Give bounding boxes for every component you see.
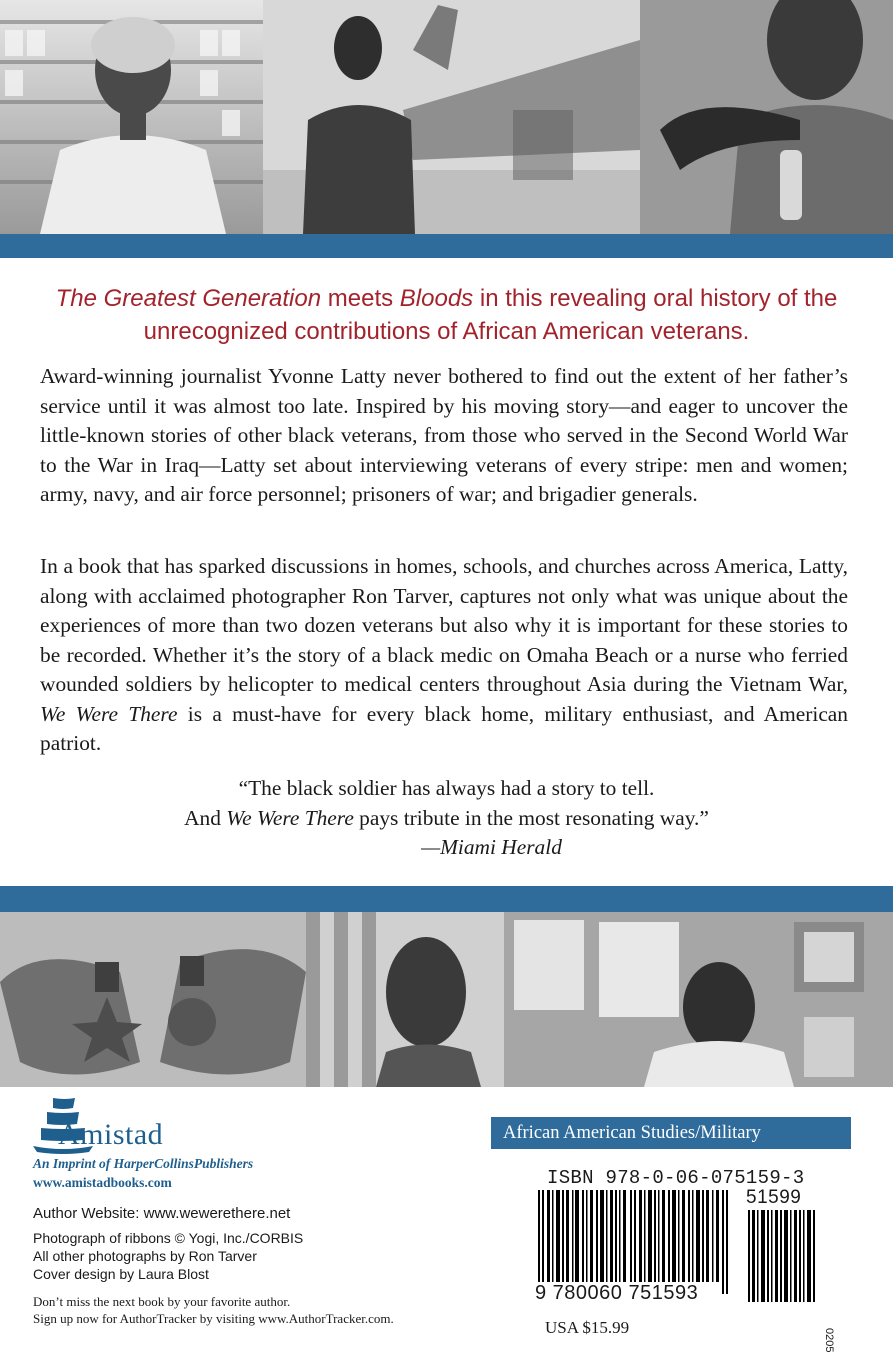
- photo-veteran-office: [504, 912, 893, 1087]
- authortracker-line-1: Don’t miss the next book by your favorite author.: [33, 1294, 291, 1309]
- authortracker-line-2: Sign up now for AuthorTracker by visiting www.AuthorTracker.com.: [33, 1311, 394, 1326]
- cover-design-credit: Cover design by Laura Blost: [33, 1266, 209, 1282]
- top-photo-strip: [0, 0, 893, 234]
- tagline-connector: meets: [321, 285, 400, 312]
- photo-credit-2: All other photographs by Ron Tarver: [33, 1248, 257, 1264]
- author-website: Author Website: www.wewerethere.net: [33, 1205, 291, 1222]
- quote-line-2-start: And: [184, 805, 227, 830]
- paragraph-2: [40, 552, 848, 759]
- publisher-name: Amistad: [58, 1118, 164, 1151]
- quote-source: —Miami Herald: [421, 835, 562, 859]
- print-code: 0205: [823, 1328, 835, 1353]
- addon-barcode: [748, 1210, 818, 1302]
- publisher-website: www.amistadbooks.com: [33, 1175, 172, 1190]
- ean-digits: 9 780060 751593: [535, 1282, 699, 1304]
- addon-digits: 51599: [746, 1187, 802, 1208]
- quote-line-2-end: pays tribute in the most resonating way.”: [353, 805, 709, 830]
- tagline-title-1: The Greatest Generation: [55, 285, 322, 312]
- tagline-rest: in this revealing oral history of the unrecognized contributions of African American veterans.: [143, 285, 838, 345]
- photo-woman-pharmacy: [0, 0, 263, 234]
- category-label: African American Studies/Military: [491, 1117, 851, 1149]
- tagline: [40, 282, 853, 348]
- quote-line-2: [40, 804, 853, 834]
- paragraph-2-text: In a book that has sparked discussions in homes, schools, and churches across America, Latty, along with acclaimed photographer Ron Tarver, captures not only what was unique about the experiences of more than two dozen veterans but also why it is important for these stories to be recorded. Whether it’s the story of a black medic on Omaha Beach or a nurse who ferried wounded soldiers by helicopter to medical centers throughout Asia during the Vietnam War,: [40, 554, 848, 696]
- photo-airman-plane: [263, 0, 640, 234]
- paragraph-2-title: We Were There: [40, 701, 178, 726]
- paragraph-2-end: is a must-have for every black home, military enthusiast, and American patriot.: [40, 701, 848, 755]
- isbn-text: ISBN 978-0-06-075159-3: [547, 1167, 805, 1189]
- bottom-blue-band: [0, 886, 893, 912]
- photo-dog-tags: [640, 0, 893, 234]
- price: USA $15.99: [545, 1318, 630, 1337]
- review-quote: [40, 774, 853, 863]
- ean-barcode: [538, 1190, 738, 1294]
- bottom-photo-strip: [0, 912, 893, 1087]
- quote-title: We Were There: [226, 805, 354, 830]
- tagline-title-2: Bloods: [399, 285, 474, 312]
- paragraph-1: Award-winning journalist Yvonne Latty never bothered to find out the extent of her father’s service until it was almost too late. Inspired by his moving story—and eager to uncover the little-known stories of other black veterans, from those who served in the Second World War to the War in Iraq—Latty set about interviewing veterans of every stripe: men and women; army, navy, and air force personnel; prisoners of war; and brigadier generals.: [40, 364, 848, 506]
- photo-man-flag: [306, 912, 504, 1087]
- publisher-imprint: An Imprint of HarperCollinsPublishers: [33, 1156, 254, 1171]
- quote-line-1: “The black soldier has always had a story to tell.: [238, 776, 655, 800]
- top-blue-band: [0, 234, 893, 258]
- photo-medals-hands: [0, 912, 306, 1087]
- photo-credit-1: Photograph of ribbons © Yogi, Inc./CORBIS: [33, 1230, 304, 1246]
